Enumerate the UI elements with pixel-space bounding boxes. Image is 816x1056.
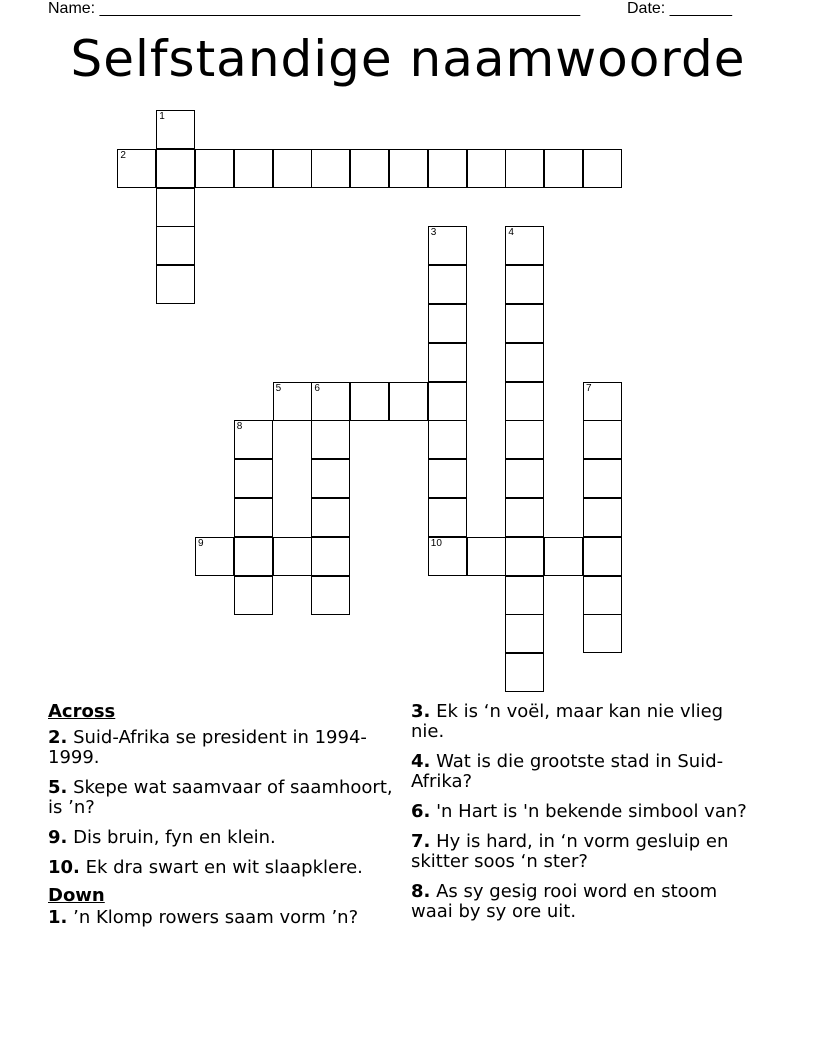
page-title: Selfstandige naamwoorde [70,30,746,88]
clue-text: ’n Klomp rowers saam vorm ’n? [67,907,359,928]
clue-number: 10. [48,857,80,878]
crossword-cell[interactable] [505,343,544,382]
clue-text: Wat is die grootste stad in Suid-Afrika? [411,751,724,792]
crossword-cell[interactable] [311,537,350,576]
clue-number-label: 9 [198,537,204,549]
crossword-cell[interactable] [583,149,622,188]
crossword-cell[interactable] [389,149,428,188]
clue-number: 2. [48,727,68,748]
crossword-cell[interactable] [234,149,273,188]
clue-down-4 [411,752,756,792]
crossword-cell[interactable] [505,498,544,537]
clue-number-label: 6 [314,382,320,394]
crossword-cell[interactable] [311,420,350,459]
clue-text: Dis bruin, fyn en klein. [67,827,276,848]
across-heading: Across [48,701,116,722]
clue-across-9 [48,828,398,848]
crossword-cell[interactable] [428,459,467,498]
crossword-cell[interactable] [195,149,234,188]
crossword-cell[interactable] [156,188,195,227]
crossword-cell[interactable] [505,459,544,498]
crossword-cell[interactable] [428,226,467,265]
crossword-cell[interactable] [311,459,350,498]
clue-number: 9. [48,827,68,848]
clue-text: Ek is ‘n voël, maar kan nie vlieg nie. [411,701,724,742]
crossword-cell[interactable] [311,498,350,537]
crossword-cell[interactable] [311,382,350,421]
crossword-cell[interactable] [428,498,467,537]
name-field-label: Name: ______________________________________________________ [48,0,581,17]
crossword-cell[interactable] [583,537,622,576]
crossword-cell[interactable] [505,304,544,343]
clue-text: 'n Hart is 'n bekende simbool van? [430,801,747,822]
clue-text: Suid-Afrika se president in 1994-1999. [48,727,367,768]
clue-number-label: 8 [236,421,243,433]
crossword-cell[interactable] [505,226,544,265]
crossword-cell[interactable] [311,576,350,615]
crossword-cell[interactable] [273,149,312,188]
crossword-cell[interactable] [467,149,506,188]
crossword-cell[interactable] [273,382,312,421]
clue-down-8 [411,882,756,922]
clue-across-5 [48,778,398,818]
crossword-cell[interactable] [505,265,544,304]
crossword-cell[interactable] [505,382,544,421]
crossword-cell[interactable] [428,304,467,343]
crossword-cell[interactable] [156,149,195,188]
clue-down-7 [411,832,756,872]
clue-text: As sy gesig rooi word en stoom waai by sy ore uit. [411,881,718,922]
crossword-cell[interactable] [544,149,583,188]
clue-text: Skepe wat saamvaar of saamhoort, is ’n? [48,777,393,818]
clue-number-label: 7 [586,382,592,394]
crossword-cell[interactable] [583,382,622,421]
clue-text: Hy is hard, in ‘n vorm gesluip en skitter soos ‘n ster? [411,831,729,872]
clue-down-1 [48,908,398,928]
crossword-cell[interactable] [350,382,389,421]
clues-left-column [48,702,398,938]
clue-number: 1. [48,907,68,928]
clue-number: 4. [411,751,431,772]
clue-number-label: 1 [159,111,165,122]
date-field-label: Date: _______ [627,0,732,17]
crossword-cell[interactable] [544,537,583,576]
crossword-cell[interactable] [505,149,544,188]
clue-text: Ek dra swart en wit slaapklere. [79,857,363,878]
crossword-cell[interactable] [583,614,622,653]
clue-across-10 [48,858,398,878]
crossword-cell[interactable] [350,149,389,188]
crossword-cell[interactable] [428,265,467,304]
crossword-cell[interactable] [156,226,195,265]
crossword-cell[interactable] [467,537,506,576]
crossword-cell[interactable] [234,498,273,537]
clue-across-2 [48,728,398,768]
crossword-cell[interactable] [234,459,273,498]
crossword-cell[interactable] [234,420,273,459]
clue-number: 6. [411,801,431,822]
clue-number-label: 10 [430,537,442,549]
crossword-cell[interactable] [583,498,622,537]
clue-number-label: 5 [275,382,282,394]
crossword-cell[interactable] [273,537,312,576]
crossword-cell[interactable] [505,420,544,459]
crossword-cell[interactable] [156,110,195,149]
clue-number: 5. [48,777,68,798]
crossword-cell[interactable] [428,420,467,459]
clue-number: 7. [411,831,431,852]
crossword-cell[interactable] [117,149,156,188]
crossword-cell[interactable] [428,149,467,188]
clue-number: 8. [411,881,431,902]
crossword-cell[interactable] [234,576,273,615]
clue-down-3 [411,702,756,742]
clues-right-column [411,702,756,932]
crossword-cell[interactable] [428,343,467,382]
crossword-cell[interactable] [311,149,350,188]
down-heading: Down [48,885,105,906]
crossword-cell[interactable] [583,459,622,498]
crossword-cell[interactable] [505,653,544,692]
crossword-cell[interactable] [505,537,544,576]
crossword-cell[interactable] [389,382,428,421]
crossword-cell[interactable] [195,537,234,576]
crossword-cell[interactable] [583,420,622,459]
clue-down-6 [411,802,756,822]
crossword-cell[interactable] [583,576,622,615]
crossword-cell[interactable] [428,537,467,576]
crossword-cell[interactable] [505,576,544,615]
clue-number-label: 3 [430,227,437,239]
crossword-cell[interactable] [234,537,273,576]
clue-number-label: 2 [120,149,126,161]
crossword-cell[interactable] [428,382,467,421]
clue-number-label: 4 [508,227,514,239]
crossword-cell[interactable] [505,614,544,653]
crossword-cell[interactable] [156,265,195,304]
clue-number: 3. [411,701,431,722]
